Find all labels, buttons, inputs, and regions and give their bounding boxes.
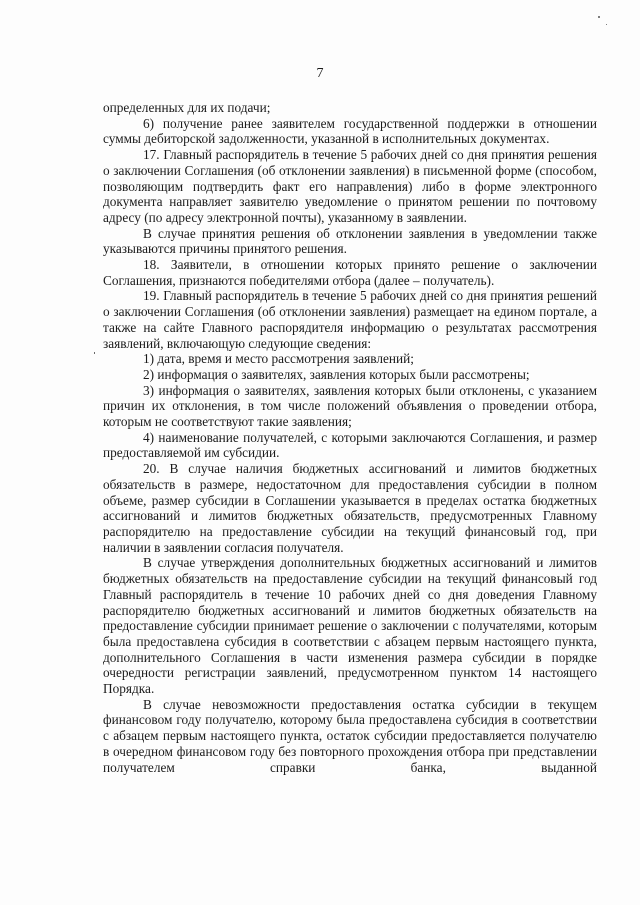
paragraph-20-impossibility: В случае невозможности предоставления остатка субсидии в текущем финансовом году получателю, которому была предоставлена субсидия в соответствии с абзацем первым настоящего пункта, остаток субсидии предоставляется получателю в очередном финансовом году без повторного прохождения отбора при представлении получателем справки банка, выданной [103, 696, 597, 775]
scan-speck [598, 16, 600, 18]
paragraph-20: 20. В случае наличия бюджетных ассигнований и лимитов бюджетных обязательств в размере, недостаточном для предоставления субсидии в полном объеме, размер субсидии в Соглашении указывается в пределах остатка бюджетных ассигнований и лимитов бюджетных обязательств, предусмотренных Главному распорядителю на предоставление субсидии на текущий финансовый год, при наличии в заявлении согласия получателя. [103, 461, 597, 555]
paragraph-20-additional-allocations: В случае утверждения дополнительных бюджетных ассигнований и лимитов бюджетных обязательств на предоставление субсидии на текущий финансовый год Главный распорядитель в течение 10 рабочих дней со дня доведения Главному распорядителю бюджетных ассигнований и лимитов бюджетных обязательств на предоставление субсидии принимает решение о заключении с получателями, которым была предоставлена субсидия в соответствии с абзацем первым настоящего пункта, дополнительного Соглашения в части изменения размера субсидии в порядке очередности регистрации заявлений, предусмотренном пунктом 14 настоящего Порядка. [103, 555, 597, 697]
paragraph-item-6: 6) получение ранее заявителем государственной поддержки в отношении суммы дебиторской задолженности, указанной в исполнительных документах. [103, 115, 597, 147]
scan-speck [94, 352, 95, 354]
paragraph-19-item-1: 1) дата, время и место рассмотрения заявлений; [143, 351, 414, 367]
paragraph-17: 17. Главный распорядитель в течение 5 рабочих дней со дня принятия решения о заключении Соглашения (об отклонении заявления) в письменной форме (способом, позволяющим подтвердить факт его направления) либо в форме электронного документа направляет заявителю уведомление о принятом решении по почтовому адресу (по адресу электронной почты), указанному в заявлении. [103, 147, 597, 225]
scan-speck [606, 24, 607, 25]
paragraph-18: 18. Заявители, в отношении которых принято решение о заключении Соглашения, признаются победителями отбора (далее – получатель). [103, 257, 597, 288]
paragraph-continuation: определенных для их подачи; [103, 100, 271, 115]
paragraph-19-item-2: 2) информация о заявителях, заявления которых были рассмотрены; [143, 366, 530, 382]
page-number: 7 [316, 66, 324, 81]
document-body [103, 100, 597, 775]
paragraph-19-item-3: 3) информация о заявителях, заявления которых были отклонены, с указанием причин их отклонения, в том числе положений объявления о проведении отбора, которым не соответствуют такие заявления; [103, 382, 597, 430]
paragraph-19-item-4: 4) наименование получателей, с которыми заключаются Соглашения, и размер предоставляемой им субсидии. [103, 429, 597, 461]
paragraph-19: 19. Главный распорядитель в течение 5 рабочих дней со дня принятия решений о заключении Соглашения (об отклонении заявления) размещает на едином портале, а также на сайте Главного распорядителя информацию о результатах рассмотрения заявлений, включающую следующие сведения: [103, 288, 597, 351]
paragraph-17-rejection-reasons: В случае принятия решения об отклонении заявления в уведомлении также указываются причины принятого решения. [103, 225, 597, 257]
